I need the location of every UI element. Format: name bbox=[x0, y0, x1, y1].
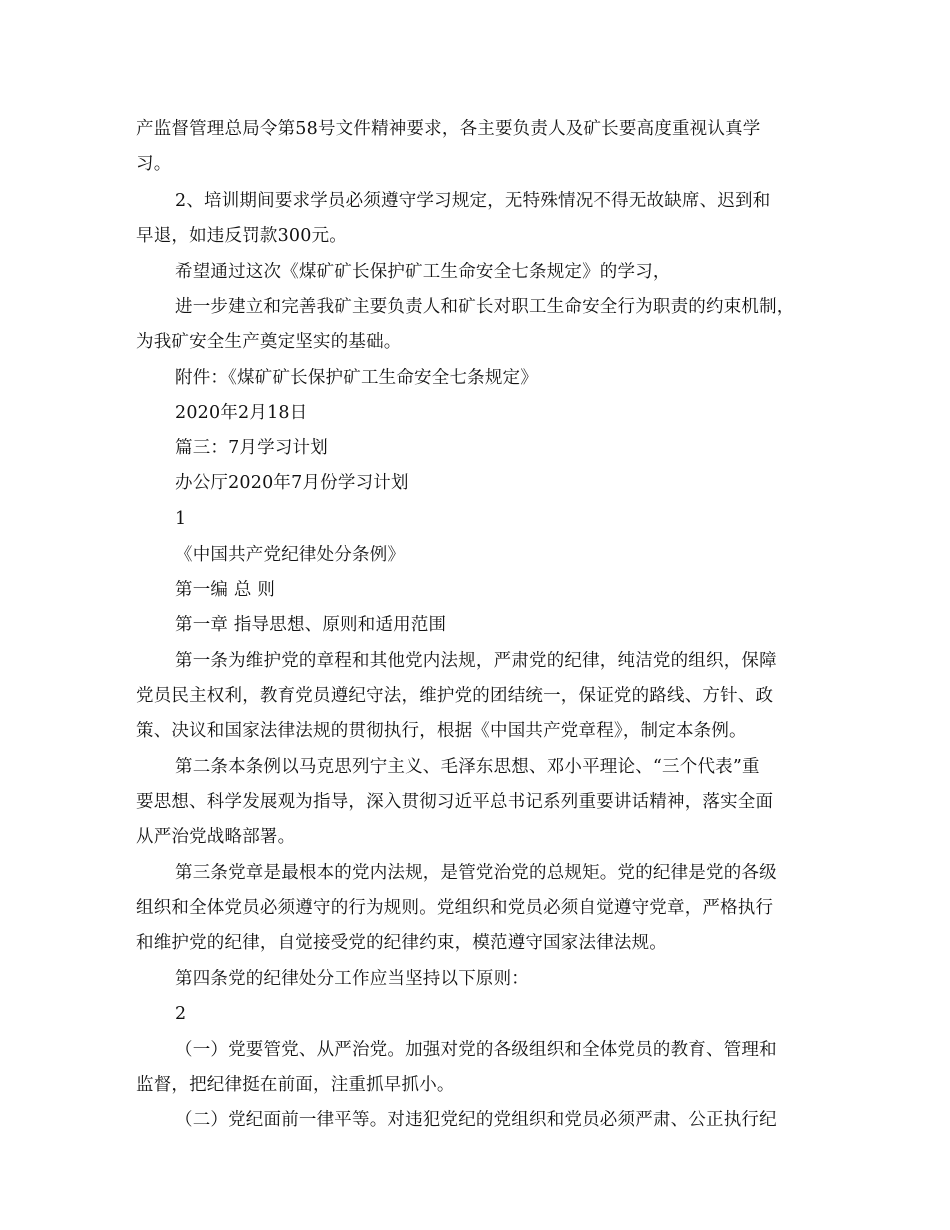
text-line: 习。 bbox=[136, 154, 172, 174]
text-line: 党员民主权利，教育党员遵纪守法，维护党的团结统一，保证党的路线、方针、政 bbox=[136, 686, 774, 706]
text-line: 从严治党战略部署。 bbox=[136, 827, 296, 847]
part-heading: 第一编 总 则 bbox=[175, 580, 276, 600]
section-number: 1 bbox=[175, 509, 187, 529]
text-line: 为我矿安全生产奠定坚实的基础。 bbox=[136, 332, 402, 352]
text-line: 第二条本条例以马克思列宁主义、毛泽东思想、邓小平理论、“三个代表”重 bbox=[175, 757, 760, 777]
text-line: 和维护党的纪律，自觉接受党的纪律约束，模范遵守国家法律法规。 bbox=[136, 933, 667, 953]
text-line: 早退，如违反罚款300元。 bbox=[136, 226, 348, 246]
text-line: 进一步建立和完善我矿主要负责人和矿长对职工生命安全行为职责的约束机制， bbox=[175, 297, 795, 317]
text-line: 第三条党章是最根本的党内法规，是管党治党的总规矩。党的纪律是党的各级 bbox=[175, 863, 777, 883]
section-heading: 篇三：7月学习计划 bbox=[175, 438, 328, 458]
text-line: 策、决议和国家法律法规的贯彻执行，根据《中国共产党章程》，制定本条例。 bbox=[136, 721, 747, 741]
text-line: 第一条为维护党的章程和其他党内法规，严肃党的纪律，纯洁党的组织，保障 bbox=[175, 651, 777, 671]
document-title: 《中国共产党纪律处分条例》 bbox=[175, 545, 406, 565]
text-line: （二）党纪面前一律平等。对违犯党纪的党组织和党员必须严肃、公正执行纪 bbox=[175, 1110, 777, 1130]
text-line: 产监督管理总局令第58号文件精神要求，各主要负责人及矿长要高度重视认真学 bbox=[136, 119, 761, 139]
text-line: 2、培训期间要求学员必须遵守学习规定，无特殊情况不得无故缺席、迟到和 bbox=[175, 191, 771, 211]
text-line: 组织和全体党员必须遵守的行为规则。党组织和党员必须自觉遵守党章，严格执行 bbox=[136, 898, 774, 918]
text-line: 附件：《煤矿矿长保护矿工生命安全七条规定》 bbox=[175, 368, 538, 388]
text-line: 监督，把纪律挺在前面，注重抓早抓小。 bbox=[136, 1075, 455, 1095]
text-line: 第四条党的纪律处分工作应当坚持以下原则： bbox=[175, 969, 529, 989]
text-line: 希望通过这次《煤矿矿长保护矿工生命安全七条规定》的学习， bbox=[175, 262, 671, 282]
text-line: （一）党要管党、从严治党。加强对党的各级组织和全体党员的教育、管理和 bbox=[175, 1040, 777, 1060]
section-number: 2 bbox=[175, 1004, 187, 1024]
chapter-heading: 第一章 指导思想、原则和适用范围 bbox=[175, 615, 447, 635]
text-line: 要思想、科学发展观为指导，深入贯彻习近平总书记系列重要讲话精神，落实全面 bbox=[136, 792, 774, 812]
text-line: 2020年2月18日 bbox=[175, 403, 308, 423]
text-line: 办公厅2020年7月份学习计划 bbox=[175, 473, 409, 493]
